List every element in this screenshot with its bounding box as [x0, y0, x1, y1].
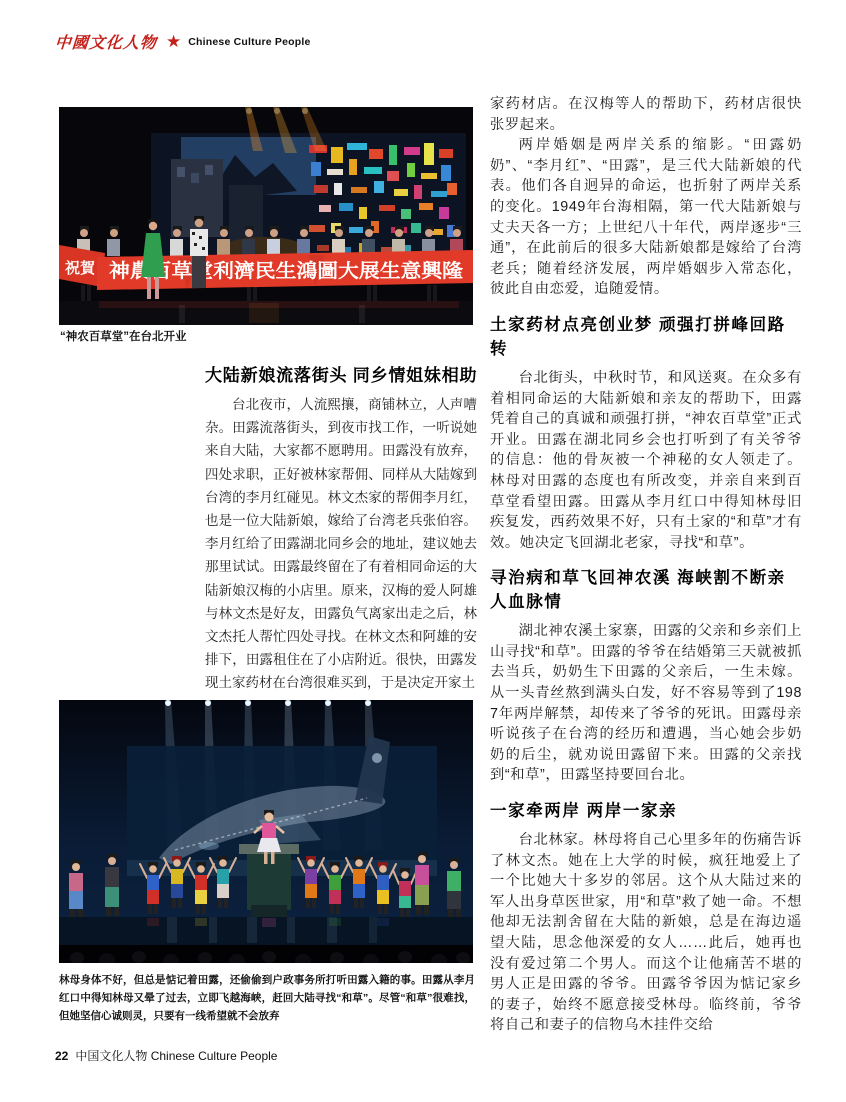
banner-main-text: 神農百草堂利濟民生鴻圖大展生意興隆 [109, 261, 433, 282]
bottom-stage-photo [59, 700, 473, 963]
section-body-2: 湖北神农溪土家寨，田露的父亲和乡亲们上山寻找“和草”。田露的爷爷在结婚第三天就被抓去当兵，奶奶生下田露的父亲后，一生未嫁。从一头青丝熬到满头白发，好不容易等到了1987年两岸解禁，却传来了爷爷的死讯。田露母亲听说孩子在台湾的经历和遭遇，当心她会步奶奶的后尘，就劝说田露留下来。田露的父亲找到“和草”，田露坚持要回台北。 [490, 623, 802, 784]
magazine-header [55, 30, 311, 53]
section-heading-3: 一家牵两岸 两岸一家亲 [490, 802, 678, 821]
section-body-1: 台北街头，中秋时节，和风送爽。在众多有着相同命运的大陆新娘和亲友的帮助下，田露凭着自己的真诚和顽强打拼，“神农百草堂”正式开业。田露在湖北同乡会也打听到了有关爷爷的信息：他的骨灰被一个神秘的女人领走了。林母对田露的态度也有所改变，并亲自来到百草堂看望田露。田露从李月红口中得知林母旧疾复发，西药效果不好，只有土家的“和草”才有效。她决定飞回湖北老家，寻找“和草”。 [490, 369, 802, 551]
left-article-body: 台北夜市，人流熙攘，商铺林立，人声嘈杂。田露流落街头，到夜市找工作，一听说她来自大陆，大家都不愿聘用。田露没有放弃，四处求职，正好被林家帮佣、同样从大陆嫁到台湾的李月红碰见。林文杰家的帮佣李月红，也是一位大陆新娘，嫁给了台湾老兵张伯容。李月红给了田露湖北同乡会的地址，建议她去那里试试。田露最终留在了有着相同命运的大陆新娘汉梅的小店里。原来，汉梅的爱人阿雄与林文杰是好友，田露负气离家出走之后，林文杰托人帮忙四处寻找。在林文杰和阿雄的安排下，田露租住在了小店附近。很快，田露发现土家药材在台湾很难买到，于是决定开家土 [205, 397, 477, 691]
bottom-stage-photo-illustration [59, 700, 473, 963]
section-body-3: 台北林家。林母将自己心里多年的伤痛告诉了林文杰。她在上大学的时候，疯狂地爱上了一个比她大十多岁的邻居。这个从大陆过来的军人出身草医世家，用“和草”救了她一命。不想他却无法割舍留在大陆的新娘，总是在海边遥望大陆，思念他深爱的女人……此后，她再也没有爱过第二个男人。而这个让他痛苦不堪的男人正是田露的爷爷。田露爷爷因为惦记家乡的妻子，始终不愿意接受林母。临终前，爷爷将自己和妻子的信物乌木挂件交给 [490, 832, 802, 1034]
section-heading-2: 寻治病和草飞回神农溪 海峡割不断亲人血脉情 [490, 569, 786, 612]
audience-silhouettes [59, 945, 473, 963]
top-stage-photo [59, 107, 473, 325]
red-star-icon: ★ [166, 32, 182, 51]
banner-side-text: 祝賀 [65, 260, 96, 277]
magazine-logo-cn: 中國文化人物 [54, 35, 158, 52]
page-number: 22 [55, 1049, 69, 1063]
right-article-column [490, 94, 802, 1036]
footer-magazine-cn: 中国文化人物 [75, 1049, 148, 1063]
stage-floor [59, 301, 473, 325]
stage-floor-reflections [59, 917, 473, 947]
footer-magazine-en: Chinese Culture People [150, 1049, 278, 1063]
top-photo-caption: “神农百草堂”在台北开业 [60, 331, 187, 343]
paragraph-continuation: 家药材店。在汉梅等人的帮助下，药材店很快张罗起来。 [490, 96, 802, 133]
section-heading-1: 土家药材点亮创业梦 顽强打拼峰回路转 [490, 315, 786, 358]
magazine-logo-en: Chinese Culture People [188, 35, 311, 48]
page-footer [55, 1047, 277, 1064]
left-article-heading: 大陆新娘流落街头 同乡情姐妹相助 [205, 366, 477, 385]
paragraph-intro: 两岸婚姻是两岸关系的缩影。“田露奶奶”、“李月红”、“田露”，是三代大陆新娘的代表。他们各自迥异的命运，也折射了两岸关系的变化。1949年台海相隔，第一代大陆新娘与丈夫天各一方；上世纪八十年代，两岸逐步“三通”，在此前后的很多大陆新娘都是嫁给了台湾老兵；随着经济发展，两岸婚姻步入常态化，彼此自由恋爱，追随爱情。 [490, 137, 802, 298]
bottom-photo-caption: 林母身体不好，但总是惦记着田露，还偷偷到户政事务所打听田露入籍的事。田露从李月红口中得知林母又晕了过去，立即飞越海峡，赶回大陆寻找“和草”。尽管“和草”很难找，但她坚信心诚则灵，只要有一线希望就不会放弃 [59, 974, 475, 1022]
top-stage-photo-illustration [59, 107, 473, 325]
